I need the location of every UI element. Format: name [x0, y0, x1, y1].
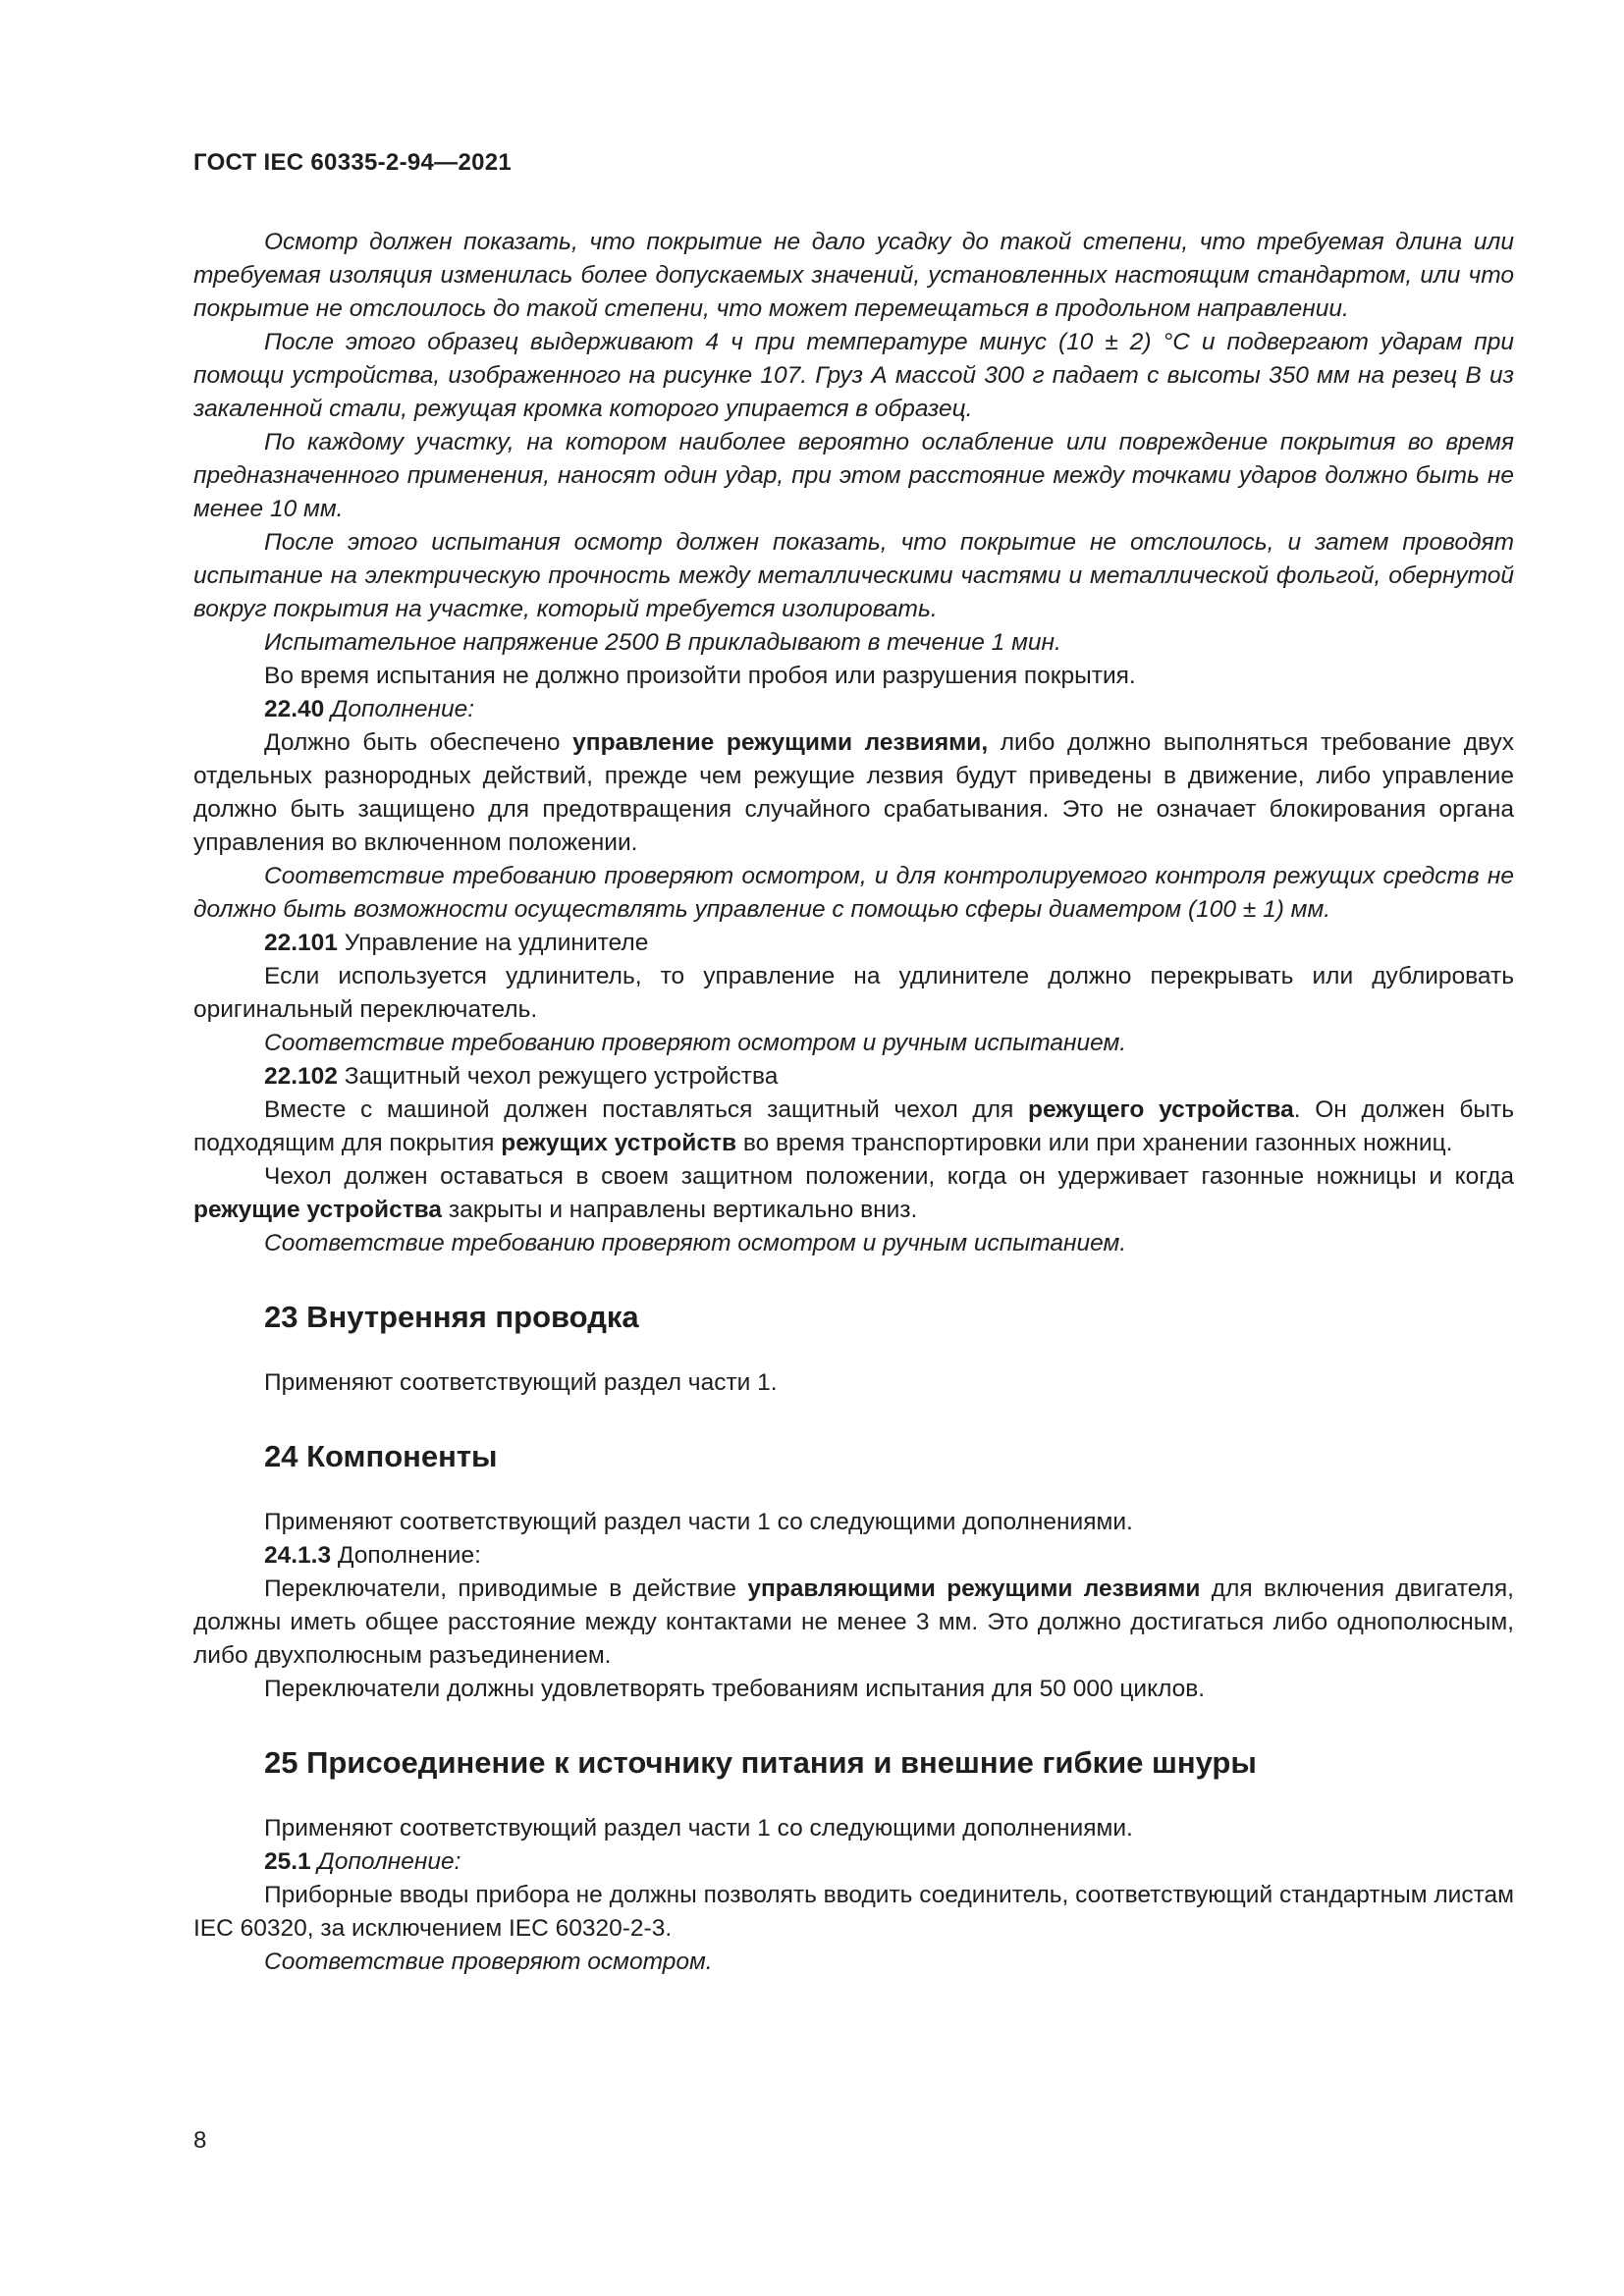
clause-title: Дополнение: [331, 1542, 481, 1569]
paragraph: Осмотр должен показать, что покрытие не дало усадку до такой степени, что требуемая длина или требуемая изоляция изменилась более допускаемых значений, установленных настоящим стандартом, или что покрытие не отслоилось до такой степени, что может перемещаться в продольном направлении. [193, 229, 1514, 322]
clause-title: Защитный чехол режущего устройства [337, 1063, 779, 1090]
clause-number: 24.1.3 [264, 1542, 332, 1569]
clause-title: Дополнение: [331, 696, 475, 722]
clause-number: 22.101 [264, 930, 338, 956]
compliance-check: Соответствие требованию проверяют осмотром и ручным испытанием. [264, 1030, 1127, 1056]
compliance-check: Соответствие требованию проверяют осмотром и ручным испытанием. [264, 1230, 1127, 1256]
clause-22-40 [193, 693, 1514, 726]
bold-term: управление режущими лезвиями, [572, 729, 989, 756]
bold-term: управляющими режущими лезвиями [747, 1575, 1201, 1602]
paragraph: Применяют соответствующий раздел части 1 со следующими дополнениями. [264, 1815, 1133, 1842]
paragraph: После этого испытания осмотр должен показать, что покрытие не отслоилось, и затем проводят испытание на электрическую прочность между металлическими частями и металлической фольгой, обернутой вокруг покрытия на участке, который требуется изолировать. [193, 529, 1514, 622]
paragraph: Испытательное напряжение 2500 В прикладывают в течение 1 мин. [264, 629, 1061, 656]
bold-term: режущие устройства [193, 1197, 443, 1223]
compliance-check: Соответствие проверяют осмотром. [264, 1949, 713, 1975]
bold-term: режущих устройств [501, 1130, 737, 1156]
paragraph: Применяют соответствующий раздел части 1. [264, 1369, 778, 1396]
paragraph: После этого образец выдерживают 4 ч при температуре минус (10 ± 2) °С и подвергают ударам при помощи устройства, изображенного на рисунке 107. Груз А массой 300 г падает с высоты 350 мм на резец В из закаленной стали, режущая кромка которого упирается в образец. [193, 329, 1514, 422]
section-heading-23: 23 Внутренняя проводка [264, 1300, 639, 1334]
paragraph: Переключатели должны удовлетворять требованиям испытания для 50 000 циклов. [264, 1676, 1206, 1702]
page-number: 8 [193, 2127, 207, 2154]
compliance-check: Соответствие требованию проверяют осмотром, и для контролируемого контроля режущих средств не должно быть возможности осуществлять управление с помощью сферы диаметром (100 ± 1) мм. [193, 863, 1514, 923]
clause-number: 22.102 [264, 1063, 338, 1090]
clause-title: Управление на удлинителе [337, 930, 649, 956]
clause-title: Дополнение: [310, 1848, 461, 1875]
clause-25-1 [193, 1845, 1514, 1879]
paragraph: Применяют соответствующий раздел части 1 со следующими дополнениями. [264, 1509, 1133, 1535]
paragraph: Вместе с машиной должен поставляться защитный чехол для режущего устройства. Он должен быть подходящим для покрытия режущих устройств во время транспортировки или при хранении газонных ножниц. [193, 1096, 1514, 1156]
paragraph: По каждому участку, на котором наиболее вероятно ослабление или повреждение покрытия во время предназначенного применения, наносят один удар, при этом расстояние между точками ударов должно быть не менее 10 мм. [193, 429, 1514, 522]
paragraph: Чехол должен оставаться в своем защитном положении, когда он удерживает газонные ножницы и когда режущие устройства закрыты и направлены вертикально вниз. [193, 1163, 1514, 1223]
paragraph: Во время испытания не должно произойти пробоя или разрушения покрытия. [264, 663, 1136, 689]
paragraph: Если используется удлинитель, то управление на удлинителе должно перекрывать или дублировать оригинальный переключатель. [193, 963, 1514, 1023]
bold-term: режущего устройства [1027, 1096, 1294, 1123]
clause-number: 25.1 [264, 1848, 311, 1875]
page-body [193, 226, 1514, 1979]
paragraph: Должно быть обеспечено управление режущими лезвиями, либо должно выполняться требование двух отдельных разнородных действий, прежде чем режущие лезвия будут приведены в движение, либо управление должно быть защищено для предотвращения случайного срабатывания. Это не означает блокирования органа управления во включенном положении. [193, 729, 1514, 856]
clause-22-102 [193, 1060, 1514, 1094]
section-heading-25: 25 Присоединение к источнику питания и внешние гибкие шнуры [264, 1745, 1257, 1780]
paragraph: Приборные вводы прибора не должны позволять вводить соединитель, соответствующий стандартным листам IEC 60320, за исключением IEC 60320-2-3. [193, 1882, 1515, 1942]
clause-24-1-3 [193, 1539, 1514, 1573]
clause-22-101 [193, 927, 1514, 960]
section-heading-24: 24 Компоненты [264, 1439, 498, 1473]
paragraph: Переключатели, приводимые в действие управляющими режущими лезвиями для включения двигателя, должны иметь общее расстояние между контактами не менее 3 мм. Это должно достигаться либо однополюсным, либо двухполюсным разъединением. [193, 1575, 1514, 1669]
clause-number: 22.40 [264, 696, 325, 722]
document-header: ГОСТ IEC 60335-2-94—2021 [193, 149, 513, 176]
